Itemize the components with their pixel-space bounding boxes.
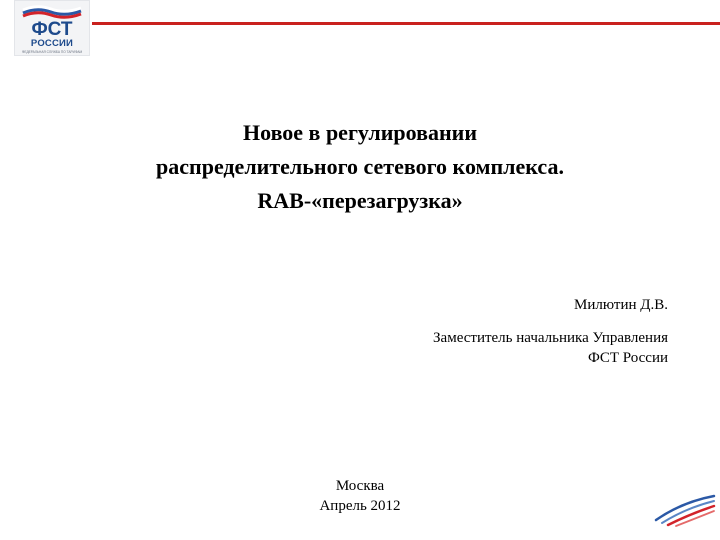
- decorative-swoosh-icon: [652, 492, 716, 528]
- slide-title: [60, 116, 660, 218]
- fst-logo-letters: ФСТ: [31, 19, 73, 37]
- title-line-1: Новое в регулировании: [243, 120, 477, 145]
- footer-date: Апрель 2012: [319, 498, 401, 514]
- author-position-line-2: ФСТ России: [588, 350, 668, 366]
- title-line-3: RAB-«перезагрузка»: [257, 188, 463, 213]
- title-line-2: распределительного сетевого комплекса.: [156, 154, 564, 179]
- fst-logo: [14, 0, 90, 56]
- author-name: Милютин Д.В.: [574, 297, 668, 313]
- header-red-rule: [92, 22, 720, 25]
- footer-city: Москва: [335, 478, 385, 494]
- fst-logo-caption: РОССИИ: [30, 38, 74, 49]
- footer-place-date: [260, 476, 460, 516]
- fst-logo-mark: [15, 1, 89, 37]
- author-position-line-1: Заместитель начальника Управления: [433, 330, 668, 346]
- author-position: [433, 328, 668, 368]
- fst-logo-tagline: ФЕДЕРАЛЬНАЯ СЛУЖБА ПО ТАРИФАМ: [21, 50, 83, 54]
